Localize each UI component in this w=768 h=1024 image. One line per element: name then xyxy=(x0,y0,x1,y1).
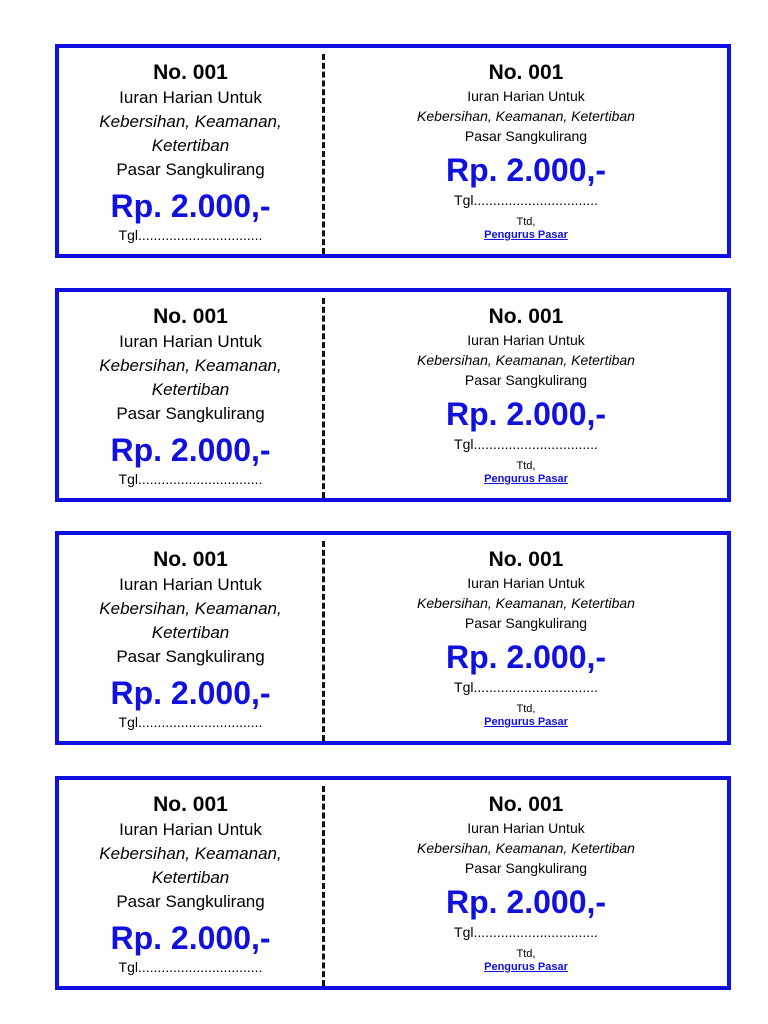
main-number: No. 001 xyxy=(488,61,564,84)
stub-market-name: Pasar Sangkulirang xyxy=(116,892,265,911)
stub-purpose-detail: Kebersihan, Keamanan, Ketertiban xyxy=(99,112,282,155)
ticket-4 xyxy=(55,776,731,990)
signer-name: Pengurus Pasar xyxy=(484,716,568,728)
stub-number: No. 001 xyxy=(153,61,228,84)
stub-purpose-detail: Kebersihan, Keamanan, Ketertiban xyxy=(99,356,282,399)
stub-amount: Rp. 2.000,- xyxy=(110,432,271,468)
signer-name: Pengurus Pasar xyxy=(484,961,568,973)
stub-amount: Rp. 2.000,- xyxy=(110,675,271,711)
main-amount: Rp. 2.000,- xyxy=(445,396,607,432)
stub-date-field: Tgl................................ xyxy=(118,714,263,730)
signature-label: Ttd, xyxy=(516,948,536,960)
stub-market-name: Pasar Sangkulirang xyxy=(116,647,265,666)
stub-market-name: Pasar Sangkulirang xyxy=(116,404,265,423)
stub-number: No. 001 xyxy=(153,548,228,571)
stub-purpose: Iuran Harian Untuk xyxy=(119,88,262,107)
stub-date-field: Tgl................................ xyxy=(118,959,263,975)
main-date-field: Tgl................................ xyxy=(454,436,598,452)
main-date-field: Tgl................................ xyxy=(454,679,598,695)
stub-number: No. 001 xyxy=(153,305,228,328)
ticket-stub xyxy=(59,535,322,741)
ticket-stub xyxy=(59,48,322,254)
main-purpose: Iuran Harian Untuk xyxy=(467,820,585,836)
main-market-name: Pasar Sangkulirang xyxy=(464,860,588,876)
main-number: No. 001 xyxy=(488,548,564,571)
ticket-main xyxy=(325,292,727,498)
stub-amount: Rp. 2.000,- xyxy=(110,188,271,224)
signer-name: Pengurus Pasar xyxy=(484,473,568,485)
stub-purpose-detail: Kebersihan, Keamanan, Ketertiban xyxy=(99,599,282,642)
ticket-main xyxy=(325,48,727,254)
main-purpose-detail: Kebersihan, Keamanan, Ketertiban xyxy=(417,352,635,368)
main-purpose-detail: Kebersihan, Keamanan, Ketertiban xyxy=(417,108,635,124)
main-purpose: Iuran Harian Untuk xyxy=(467,332,585,348)
ticket-3 xyxy=(55,531,731,745)
ticket-2 xyxy=(55,288,731,502)
ticket-main xyxy=(325,780,727,986)
main-number: No. 001 xyxy=(488,305,564,328)
stub-number: No. 001 xyxy=(153,793,228,816)
stub-purpose: Iuran Harian Untuk xyxy=(119,575,262,594)
main-number: No. 001 xyxy=(488,793,564,816)
stub-amount: Rp. 2.000,- xyxy=(110,920,271,956)
stub-market-name: Pasar Sangkulirang xyxy=(116,160,265,179)
ticket-stub xyxy=(59,780,322,986)
main-date-field: Tgl................................ xyxy=(454,192,598,208)
main-market-name: Pasar Sangkulirang xyxy=(464,615,588,631)
signature-label: Ttd, xyxy=(516,216,536,228)
signer-name: Pengurus Pasar xyxy=(484,229,568,241)
signature-label: Ttd, xyxy=(516,703,536,715)
signature-label: Ttd, xyxy=(516,460,536,472)
main-purpose-detail: Kebersihan, Keamanan, Ketertiban xyxy=(417,595,635,611)
stub-date-field: Tgl................................ xyxy=(118,471,263,487)
ticket-main xyxy=(325,535,727,741)
stub-date-field: Tgl................................ xyxy=(118,227,263,243)
main-market-name: Pasar Sangkulirang xyxy=(464,128,588,144)
main-purpose: Iuran Harian Untuk xyxy=(467,575,585,591)
main-market-name: Pasar Sangkulirang xyxy=(464,372,588,388)
main-amount: Rp. 2.000,- xyxy=(445,639,607,675)
stub-purpose: Iuran Harian Untuk xyxy=(119,332,262,351)
stub-purpose-detail: Kebersihan, Keamanan, Ketertiban xyxy=(99,844,282,887)
main-amount: Rp. 2.000,- xyxy=(445,884,607,920)
main-amount: Rp. 2.000,- xyxy=(445,152,607,188)
main-purpose-detail: Kebersihan, Keamanan, Ketertiban xyxy=(417,840,635,856)
ticket-stub xyxy=(59,292,322,498)
main-purpose: Iuran Harian Untuk xyxy=(467,88,585,104)
main-date-field: Tgl................................ xyxy=(454,924,598,940)
ticket-1 xyxy=(55,44,731,258)
stub-purpose: Iuran Harian Untuk xyxy=(119,820,262,839)
